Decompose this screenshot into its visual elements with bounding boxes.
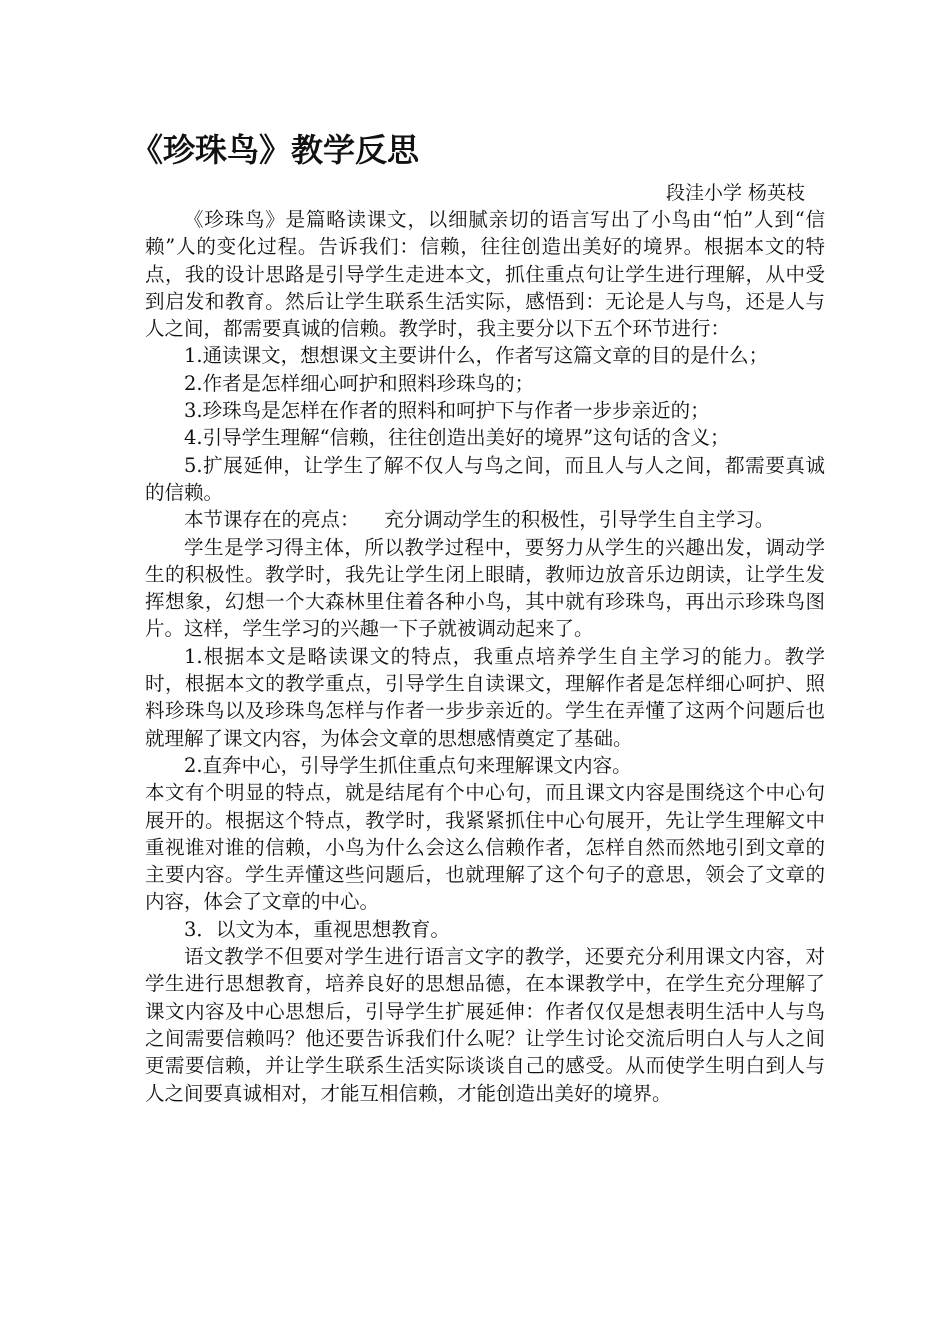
paragraph: 1.根据本文是略读课文的特点，我重点培养学生自主学习的能力。教学时，根据本文的教学重点，引导学生自读课文，理解作者是怎样细心呵护、照料珍珠鸟以及珍珠鸟怎样与作者一步步亲近的。学生在弄懂了这两个问题后也就理解了课文内容，为体会文章的思想感情奠定了基础。 (145, 644, 825, 750)
paragraph: 《珍珠鸟》是篇略读课文，以细腻亲切的语言写出了小鸟由“怕”人到“信赖”人的变化过程。告诉我们：信赖，往往创造出美好的境界。根据本文的特点，我的设计思路是引导学生走进本文，抓住重点句让学生进行理解，从中受到启发和教育。然后让学生联系生活实际，感悟到：无论是人与鸟，还是人与人之间，都需要真诚的信赖。教学时，我主要分以下五个环节进行： (145, 208, 825, 341)
list-item: 4.引导学生理解“信赖，往往创造出美好的境界”这句话的含义； (184, 426, 730, 450)
list-item: 5.扩展延伸，让学生了解不仅人与鸟之间，而且人与人之间，都需要真诚的信赖。 (145, 453, 825, 504)
document-body (145, 206, 825, 1107)
paragraph: 3．以文为本，重视思想教育。 (184, 917, 450, 941)
paragraph: 本节课存在的亮点： 充分调动学生的积极性，引导学生自主学习。 (184, 508, 775, 532)
paragraph: 2.直奔中心，引导学生抓住重点句来理解课文内容。 (184, 753, 632, 777)
list-item: 1.通读课文，想想课文主要讲什么，作者写这篇文章的目的是什么； (184, 344, 769, 368)
document-page (131, 128, 825, 1107)
paragraph: 语文教学不但要对学生进行语言文字的教学，还要充分利用课文内容，对学生进行思想教育，培养良好的思想品德，在本课教学中，在学生充分理解了课文内容及中心思想后，引导学生扩展延伸：作者仅仅是想表明生活中人与鸟之间需要信赖吗？他还要告诉我们什么呢？让学生讨论交流后明白人与人之间更需要信赖，并让学生联系生活实际谈谈自己的感受。从而使学生明白到人与人之间要真诚相对，才能互相信赖，才能创造出美好的境界。 (145, 945, 825, 1105)
list-item: 3.珍珠鸟是怎样在作者的照料和呵护下与作者一步步亲近的； (184, 399, 710, 423)
document-title: 《珍珠鸟》教学反思 (131, 131, 420, 169)
document-author: 段洼小学 杨英枝 (665, 182, 805, 204)
paragraph: 本文有个明显的特点，就是结尾有个中心句，而且课文内容是围绕这个中心句展开的。根据这个特点，教学时，我紧紧抓住中心句展开，先让学生理解文中重视谁对谁的信赖，小鸟为什么会这么信赖作者，怎样自然而然地引到文章的主要内容。学生弄懂这些问题后，也就理解了这个句子的意思，领会了文章的内容，体会了文章的中心。 (145, 781, 825, 914)
list-item: 2.作者是怎样细心呵护和照料珍珠鸟的； (184, 371, 535, 395)
paragraph: 学生是学习得主体，所以教学过程中，要努力从学生的兴趣出发，调动学生的积极性。教学时，我先让学生闭上眼睛，教师边放音乐边朗读，让学生发挥想象，幻想一个大森林里住着各种小鸟，其中就有珍珠鸟，再出示珍珠鸟图片。这样，学生学习的兴趣一下子就被调动起来了。 (145, 535, 825, 641)
